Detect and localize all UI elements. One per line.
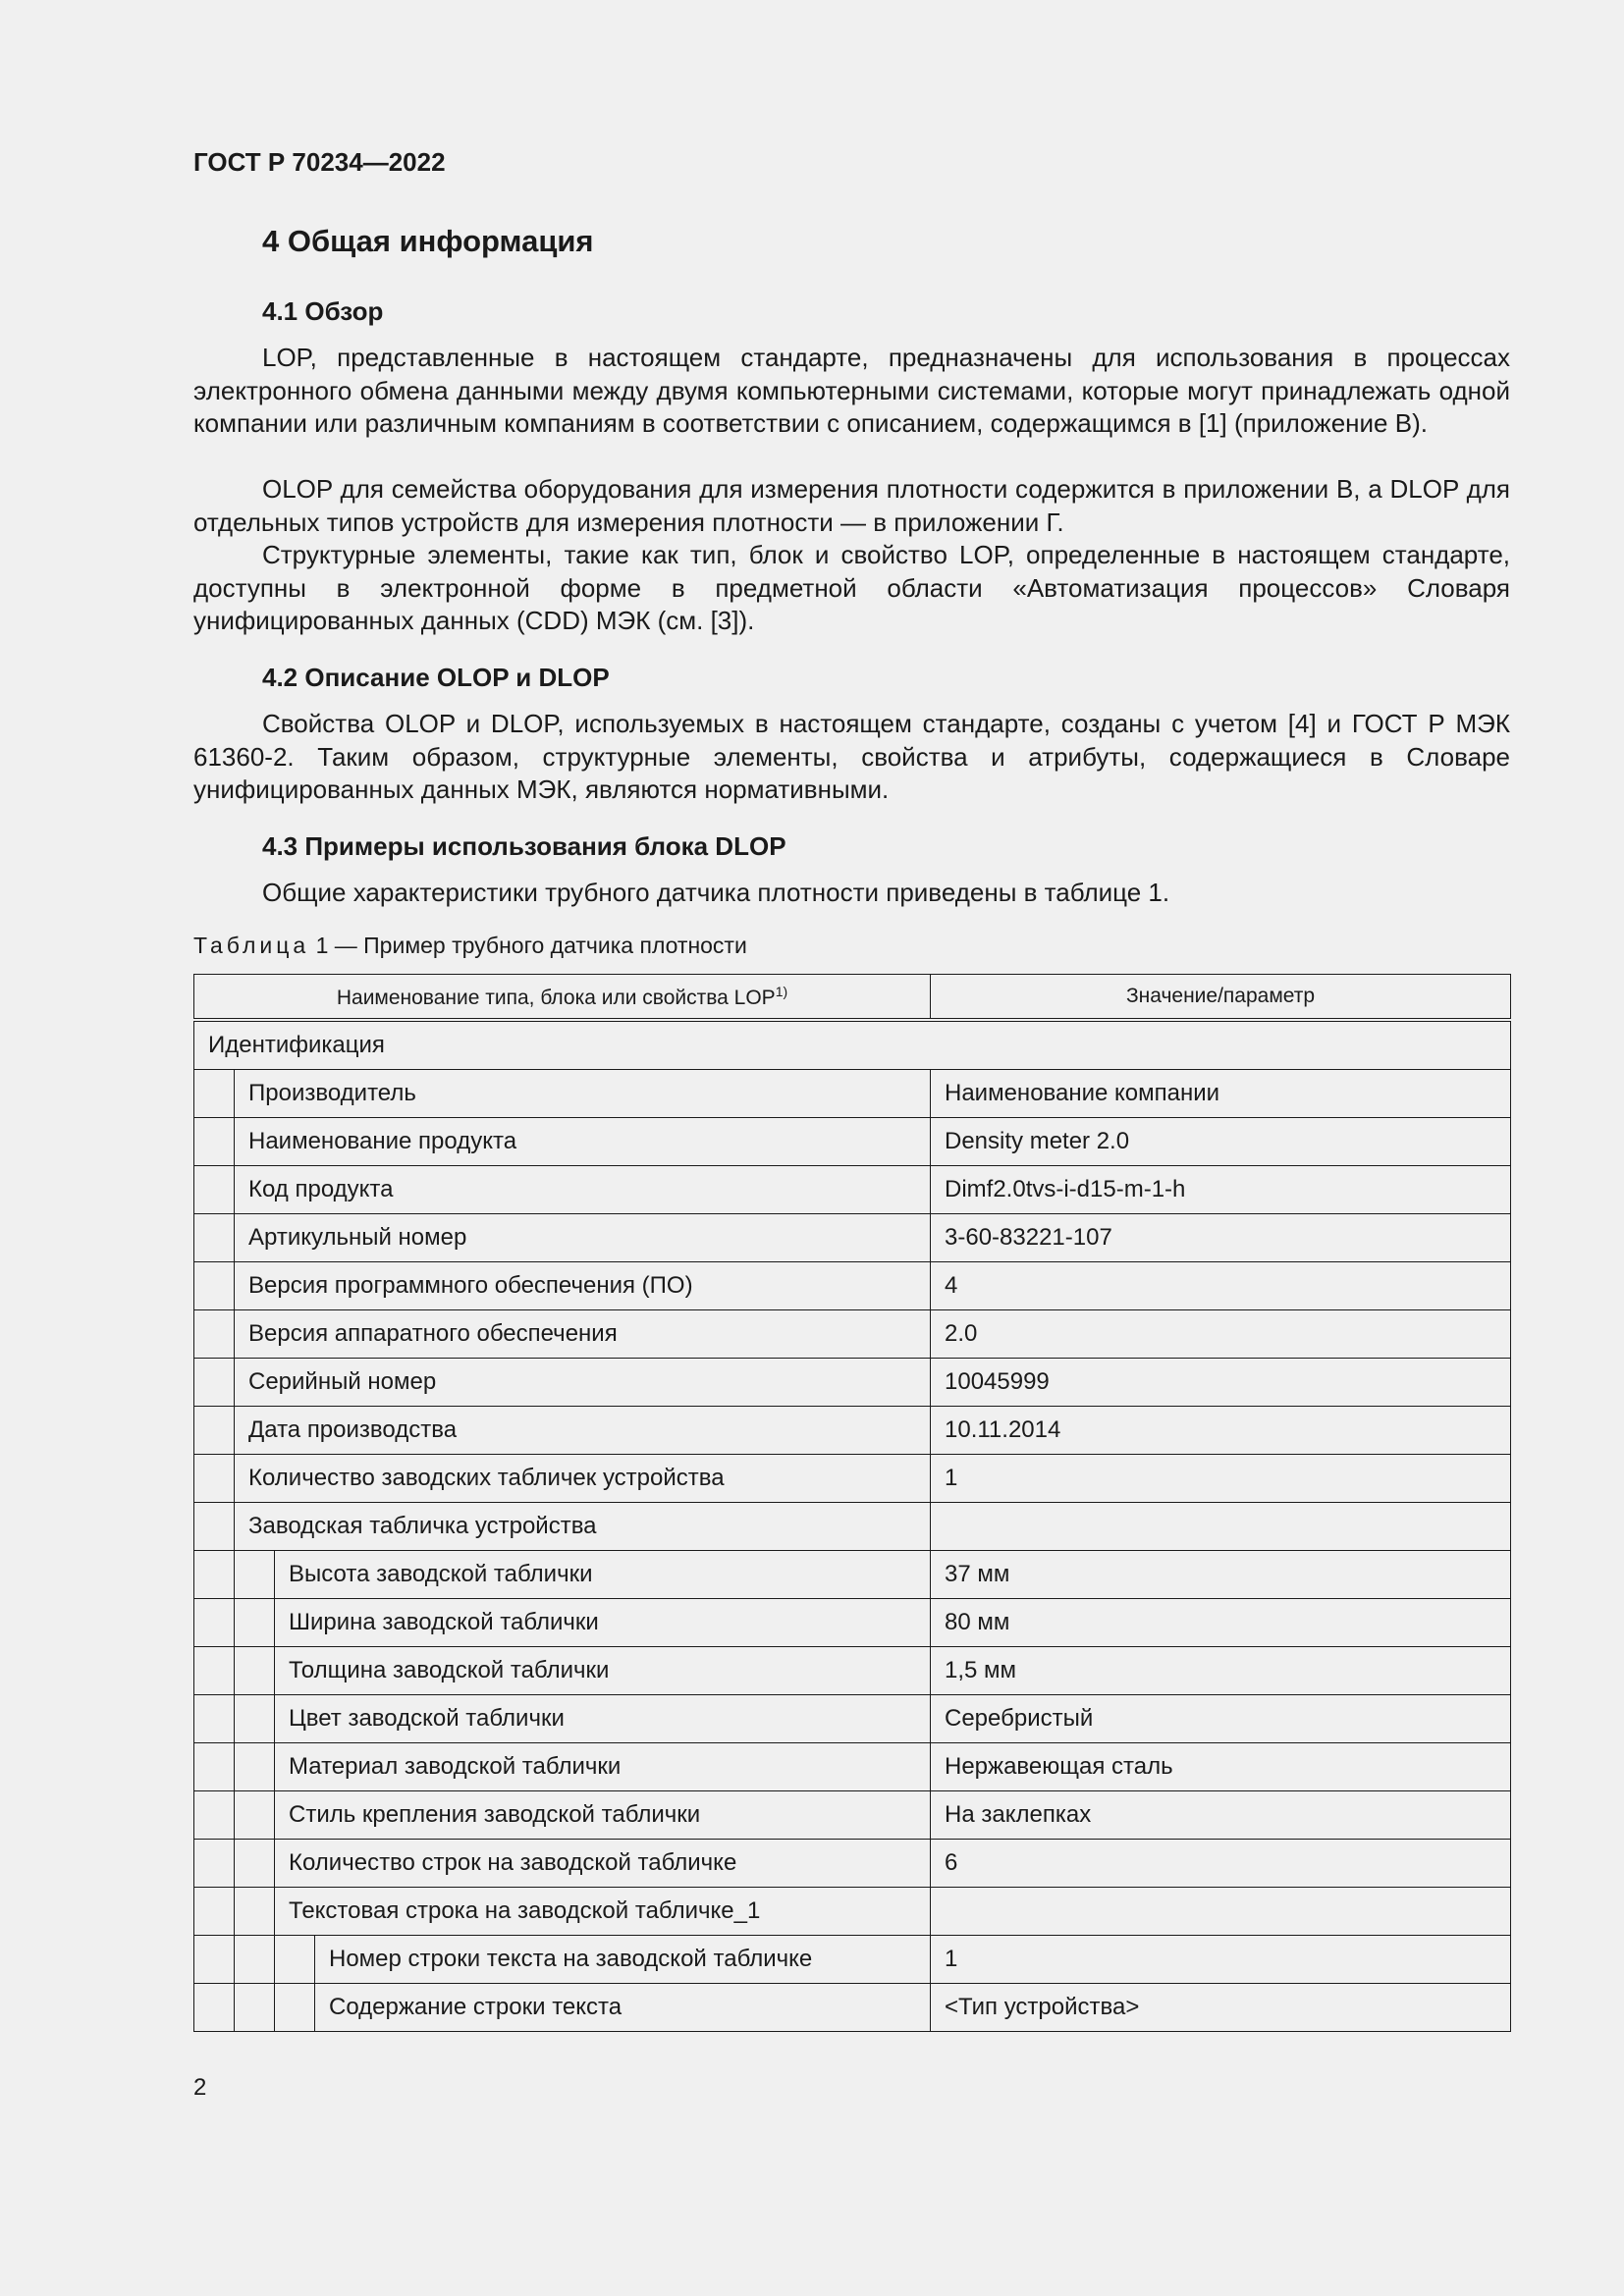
row-name-cell: Дата производства [235, 1407, 931, 1455]
indent-cell [235, 1599, 275, 1647]
spec-table [193, 974, 1511, 2032]
row-value-cell: 37 мм [931, 1551, 1511, 1599]
table-row [194, 1791, 1511, 1840]
row-value-cell: Серебристый [931, 1695, 1511, 1743]
indent-cell [194, 1647, 235, 1695]
table-row [194, 1407, 1511, 1455]
row-name-cell: Серийный номер [235, 1359, 931, 1407]
indent-cell [194, 1166, 235, 1214]
row-name-cell: Количество заводских табличек устройства [235, 1455, 931, 1503]
indent-cell [194, 1407, 235, 1455]
indent-cell [194, 1118, 235, 1166]
row-name-cell: Производитель [235, 1070, 931, 1118]
row-value-cell: Наименование компании [931, 1070, 1511, 1118]
section-row-label: Идентификация [194, 1020, 1511, 1070]
row-name-cell: Код продукта [235, 1166, 931, 1214]
table-row [194, 1070, 1511, 1118]
document-code: ГОСТ Р 70234—2022 [193, 147, 446, 177]
row-value-cell: 6 [931, 1840, 1511, 1888]
indent-cell [235, 1840, 275, 1888]
indent-cell [194, 1599, 235, 1647]
section-4-2-heading: 4.2 Описание OLOP и DLOP [262, 663, 610, 692]
indent-cell [235, 1695, 275, 1743]
row-value-cell: Dimf2.0tvs-i-d15-m-1-h [931, 1166, 1511, 1214]
row-name-cell: Содержание строки текста [315, 1984, 931, 2032]
indent-cell [194, 1551, 235, 1599]
table-row [194, 1840, 1511, 1888]
indent-cell [235, 1791, 275, 1840]
indent-cell [194, 1791, 235, 1840]
table-row [194, 1984, 1511, 2032]
table-row [194, 1647, 1511, 1695]
row-name-cell: Заводская табличка устройства [235, 1503, 931, 1551]
row-name-cell: Высота заводской таблички [275, 1551, 931, 1599]
indent-cell [194, 1310, 235, 1359]
indent-cell [194, 1070, 235, 1118]
row-name-cell: Артикульный номер [235, 1214, 931, 1262]
indent-cell [194, 1743, 235, 1791]
section-4-1-paragraph-3: Структурные элементы, такие как тип, блок и свойство LOP, определенные в настоящем стандарте, доступны в электронной форме в предметной области «Автоматизация процессов» Словаря унифицированных данных (CDD) МЭК (см. [3]). [193, 540, 1510, 635]
table-row [194, 1551, 1511, 1599]
section-4-1-paragraph-1: LOP, представленные в настоящем стандарте, предназначены для использования в процессах электронного обмена данными между двумя компьютерными системами, которые могут принадлежать одной компании или различным компаниям в соответствии с описанием, содержащимся в [1] (приложение В). [193, 343, 1510, 438]
table-row [194, 1359, 1511, 1407]
row-value-cell: 10045999 [931, 1359, 1511, 1407]
row-name-cell: Материал заводской таблички [275, 1743, 931, 1791]
row-value-cell: Density meter 2.0 [931, 1118, 1511, 1166]
section-4-3-paragraph-1: Общие характеристики трубного датчика плотности приведены в таблице 1. [262, 878, 1170, 907]
row-value-cell: 1 [931, 1936, 1511, 1984]
indent-cell [235, 1888, 275, 1936]
row-value-cell: 80 мм [931, 1599, 1511, 1647]
indent-cell [194, 1984, 235, 2032]
row-name-cell: Цвет заводской таблички [275, 1695, 931, 1743]
row-value-cell [931, 1503, 1511, 1551]
row-value-cell: На заклепках [931, 1791, 1511, 1840]
column-header-value: Значение/параметр [931, 975, 1511, 1021]
table-row [194, 1503, 1511, 1551]
table-caption-text: 1 — Пример трубного датчика плотности [315, 933, 747, 958]
row-name-cell: Ширина заводской таблички [275, 1599, 931, 1647]
row-name-cell: Толщина заводской таблички [275, 1647, 931, 1695]
row-name-cell: Версия аппаратного обеспечения [235, 1310, 931, 1359]
row-name-cell: Номер строки текста на заводской табличке [315, 1936, 931, 1984]
table-row [194, 1310, 1511, 1359]
section-4-heading: 4 Общая информация [262, 224, 594, 258]
row-name-cell: Версия программного обеспечения (ПО) [235, 1262, 931, 1310]
indent-cell [235, 1984, 275, 2032]
section-4-3-heading: 4.3 Примеры использования блока DLOP [262, 831, 786, 861]
indent-cell [194, 1214, 235, 1262]
indent-cell [194, 1359, 235, 1407]
section-4-1-paragraph-2: OLOP для семейства оборудования для измерения плотности содержится в приложении В, а DLOP для отдельных типов устройств для измерения плотности — в приложении Г. [193, 474, 1510, 537]
table-row [194, 1888, 1511, 1936]
table-row [194, 1599, 1511, 1647]
row-value-cell: Нержавеющая сталь [931, 1743, 1511, 1791]
table-row [194, 1118, 1511, 1166]
row-name-cell: Текстовая строка на заводской табличке_1 [275, 1888, 931, 1936]
row-value-cell: 1 [931, 1455, 1511, 1503]
table-row [194, 1743, 1511, 1791]
table-row [194, 1936, 1511, 1984]
indent-cell [235, 1936, 275, 1984]
indent-cell [275, 1936, 315, 1984]
row-value-cell: 3-60-83221-107 [931, 1214, 1511, 1262]
table-caption-label: Таблица [193, 933, 310, 958]
row-name-cell: Количество строк на заводской табличке [275, 1840, 931, 1888]
row-value-cell [931, 1888, 1511, 1936]
indent-cell [194, 1695, 235, 1743]
table-row [194, 1166, 1511, 1214]
indent-cell [194, 1888, 235, 1936]
row-value-cell: <Тип устройства> [931, 1984, 1511, 2032]
row-value-cell: 4 [931, 1262, 1511, 1310]
table-section-row [194, 1020, 1511, 1070]
indent-cell [194, 1840, 235, 1888]
table-row [194, 1695, 1511, 1743]
section-4-2-paragraph-1: Свойства OLOP и DLOP, используемых в настоящем стандарте, созданы с учетом [4] и ГОСТ Р МЭК 61360-2. Таким образом, структурные элементы, свойства и атрибуты, содержащиеся в Словаре унифицированных данных МЭК, являются нормативными. [193, 709, 1510, 804]
indent-cell [194, 1262, 235, 1310]
row-name-cell: Наименование продукта [235, 1118, 931, 1166]
column-header-name: Наименование типа, блока или свойства LOP$^{1)}$ [194, 975, 931, 1021]
row-value-cell: 10.11.2014 [931, 1407, 1511, 1455]
indent-cell [194, 1455, 235, 1503]
table-row [194, 1214, 1511, 1262]
indent-cell [235, 1647, 275, 1695]
table-header-row [194, 975, 1511, 1021]
indent-cell [275, 1984, 315, 2032]
section-4-1-heading: 4.1 Обзор [262, 296, 384, 326]
indent-cell [235, 1743, 275, 1791]
table-row [194, 1455, 1511, 1503]
indent-cell [194, 1503, 235, 1551]
table-row [194, 1262, 1511, 1310]
table-caption [193, 933, 747, 959]
row-value-cell: 2.0 [931, 1310, 1511, 1359]
page-number: 2 [193, 2074, 207, 2101]
row-value-cell: 1,5 мм [931, 1647, 1511, 1695]
row-name-cell: Стиль крепления заводской таблички [275, 1791, 931, 1840]
indent-cell [194, 1936, 235, 1984]
indent-cell [235, 1551, 275, 1599]
